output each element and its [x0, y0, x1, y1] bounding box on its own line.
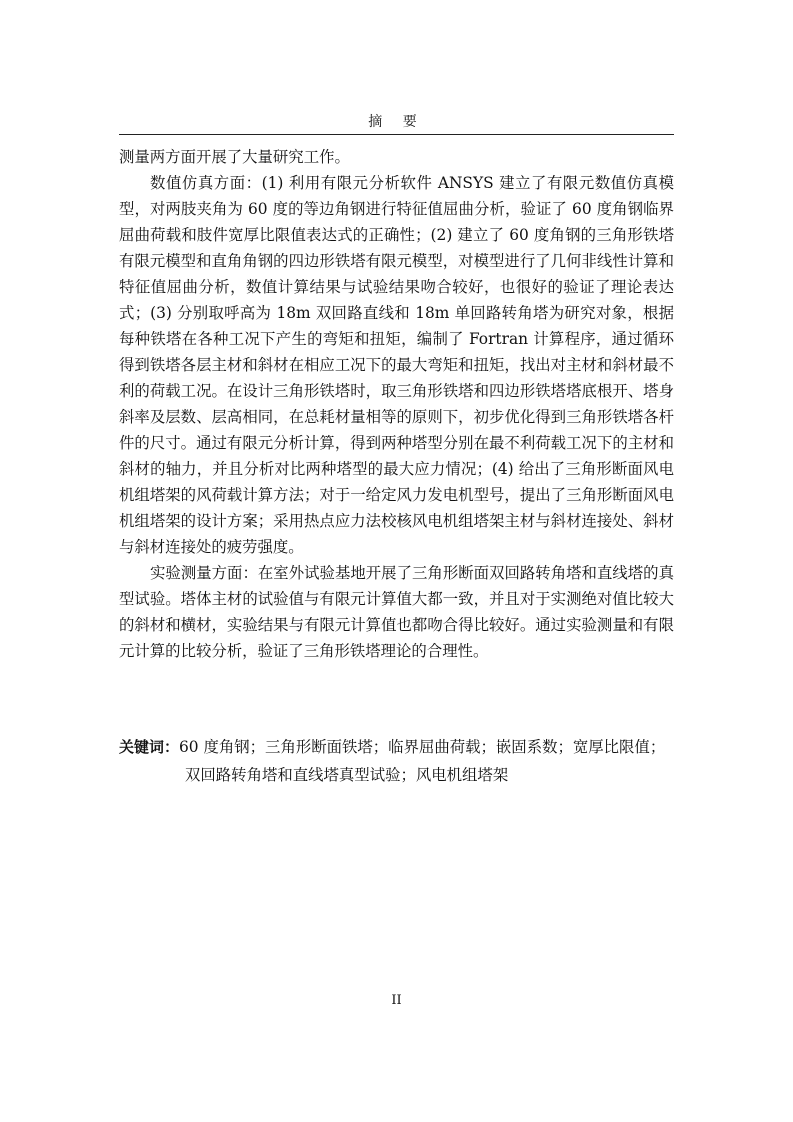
header-rule	[119, 134, 674, 135]
paragraph-continuation: 测量两方面开展了大量研究工作。	[119, 148, 350, 166]
keywords-line-2: 双回路转角塔和直线塔真型试验；风电机组塔架	[185, 766, 509, 784]
page-number: II	[391, 993, 402, 1008]
abstract-body	[119, 144, 674, 664]
keywords-block	[119, 733, 679, 789]
paragraph-experimental-measurement: 实验测量方面：在室外试验基地开展了三角形断面双回路转角塔和直线塔的真型试验。塔体主材的试验值与有限元计算值大都一致，并且对于实测绝对值比较大的斜材和横材，实验结果与有限元计算值也都吻合得比较好。通过实验测量和有限元计算的比较分析，验证了三角形铁塔理论的合理性。	[119, 564, 674, 660]
page-header-title: 摘 要	[368, 114, 425, 130]
keywords-line-1	[119, 733, 679, 761]
paragraph-numerical-simulation: 数值仿真方面：(1) 利用有限元分析软件 ANSYS 建立了有限元数值仿真模型，对两肢夹角为 60 度的等边角钢进行特征值屈曲分析，验证了 60 度角钢临界屈曲荷载和肢件宽厚比限值表达式的正确性；(2) 建立了 60 度角钢的三角形铁塔有限元模型和直角角钢的四边形铁塔有限元模型，对模型进行了几何非线性计算和特征值屈曲分析，数值计算结果与试验结果吻合较好，也很好的验证了理论表达式；(3) 分别取呼高为 18m 双回路直线和 18m 单回路转角塔为研究对象，根据每种铁塔在各种工况下产生的弯矩和扭矩，编制了 Fortran 计算程序，通过循环得到铁塔各层主材和斜材在相应工况下的最大弯矩和扭矩，找出对主材和斜材最不利的荷载工况。在设计三角形铁塔时，取三角形铁塔和四边形铁塔塔底根开、塔身斜率及层数、层高相同，在总耗材量相等的原则下，初步优化得到三角形铁塔各杆件的尺寸。通过有限元分析计算，得到两种塔型分别在最不利荷载工况下的主材和斜材的轴力，并且分析对比两种塔型的最大应力情况；(4) 给出了三角形断面风电机组塔架的风荷载计算方法；对于一给定风力发电机型号，提出了三角形断面风电机组塔架的设计方案；采用热点应力法校核风电机组塔架主材与斜材连接处、斜材与斜材连接处的疲劳强度。	[119, 174, 674, 556]
keywords-text-1: 60 度角钢；三角形断面铁塔；临界屈曲荷载；嵌固系数；宽厚比限值；	[179, 738, 666, 756]
keywords-label: 关键词：	[119, 738, 180, 756]
